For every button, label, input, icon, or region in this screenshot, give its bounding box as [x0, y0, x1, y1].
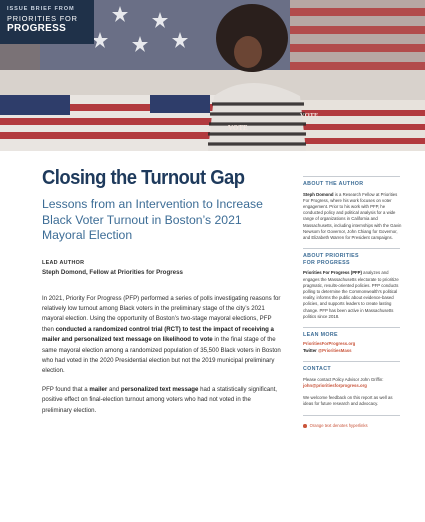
twitter-link[interactable]: @PrioritiesMass	[317, 347, 352, 353]
pfp-description: analyzes and engages the Massachusetts electorate to prioritize pragmatic, results-oriented policies. PFP conducts polling to determine the Commonwealth’s political reality, informs the public about evidence-based policies, and supports leaders to create lasting change. PFP has been active in Massachusetts politics since 2018.	[303, 270, 399, 319]
page-subtitle: Lessons from an Intervention to Increase Black Voter Turnout in Boston’s 2021 Mayoral Election	[42, 197, 263, 242]
hyperlink-legend	[303, 423, 403, 428]
website-link[interactable]: PrioritiesForProgress.org	[303, 340, 356, 346]
text-run: and	[107, 385, 121, 393]
vote-banner-text: VOTE	[300, 112, 319, 119]
brand-kicker: ISSUE BRIEF FROM	[7, 6, 75, 12]
twitter-line	[303, 348, 403, 354]
text-run: in the final stage of the same mayoral election among a randomized population of 35,500 Black voters in Boston who had voted in the 2020 Presidential election but not the 2019 municipal preliminary election.	[42, 336, 281, 375]
hero-photo	[0, 0, 425, 151]
brand-name-line2: PROGRESS	[7, 23, 67, 34]
brand-name-line1: PRIORITIES FOR	[7, 14, 78, 23]
divider	[303, 361, 400, 362]
main-column	[42, 166, 282, 416]
about-author-text	[303, 192, 403, 242]
divider	[303, 327, 400, 328]
page-title: Closing the Turnout Gap	[42, 166, 245, 189]
lead-author-label: LEAD AUTHOR	[42, 259, 85, 266]
contact-heading: CONTACT	[303, 366, 331, 373]
sidebar	[303, 176, 403, 428]
twitter-label: Twitter	[303, 347, 318, 353]
text-run: PFP found that a	[42, 385, 90, 393]
text-run: In 2021, Priority For Progress (PFP) performed a series of polls investigating reasons for relatively low turnout among Black voters in the preliminary stage of the city’s 2021 mayoral election. Using the opportunity of Boston’s two-stage mayoral elections, PFP then	[42, 294, 281, 333]
about-pfp-heading	[303, 253, 403, 266]
body-paragraph-2	[42, 385, 282, 416]
about-author-heading: ABOUT THE AUTHOR	[303, 181, 364, 187]
pfp-name: Priorities For Progress (PFP)	[303, 270, 362, 276]
divider	[303, 176, 400, 177]
email-link[interactable]: john@prioritiesforprogress.org	[303, 382, 367, 388]
text-run-bold: conducted a randomized control trial (RCT) to test the impact of receiving a mailer and personalized text message on likelihood to vote	[42, 325, 274, 344]
divider	[303, 248, 400, 249]
body-paragraph-1	[42, 294, 282, 377]
lead-author-name: Steph Domond, Fellow at Priorities for Progress	[42, 268, 183, 276]
text-run: had a statistically significant, positive effect on final-election turnout among voters who had not voted in the preliminary election.	[42, 385, 278, 414]
brand-block	[0, 0, 94, 44]
about-pfp-text	[303, 270, 403, 320]
author-bio: is a Research Fellow at Priorities For Progress, where his work focuses on voter engagement. Prior to his work with PFP, he conducted policy and political analysis for a wide range of organizations in California and Massachusetts, including internships with the Gavin Newsom for Governor, John Chiang for Governor, and Elizabeth Warren for President campaigns.	[303, 191, 402, 241]
author-name: Steph Domond	[303, 191, 334, 197]
text-run-bold: mailer	[89, 385, 108, 393]
orange-dot-icon	[303, 424, 307, 428]
divider	[303, 415, 400, 416]
contact-text: Please contact Policy Advisor John Griffin:	[303, 376, 384, 382]
about-pfp-heading-line2: FOR PROGRESS	[303, 259, 350, 266]
learn-more-heading: LEAN MORE	[303, 332, 338, 339]
feedback-text: We welcome feedback on this report as well as ideas for future research and advocacy.	[303, 395, 393, 407]
about-pfp-heading-line1: ABOUT PRIORITIES	[303, 253, 359, 260]
legend-text: Orange text denotes hyperlinks	[309, 423, 368, 429]
text-run-bold: personalized text message	[120, 385, 199, 393]
vote-banner-text: VOTE	[228, 124, 248, 132]
